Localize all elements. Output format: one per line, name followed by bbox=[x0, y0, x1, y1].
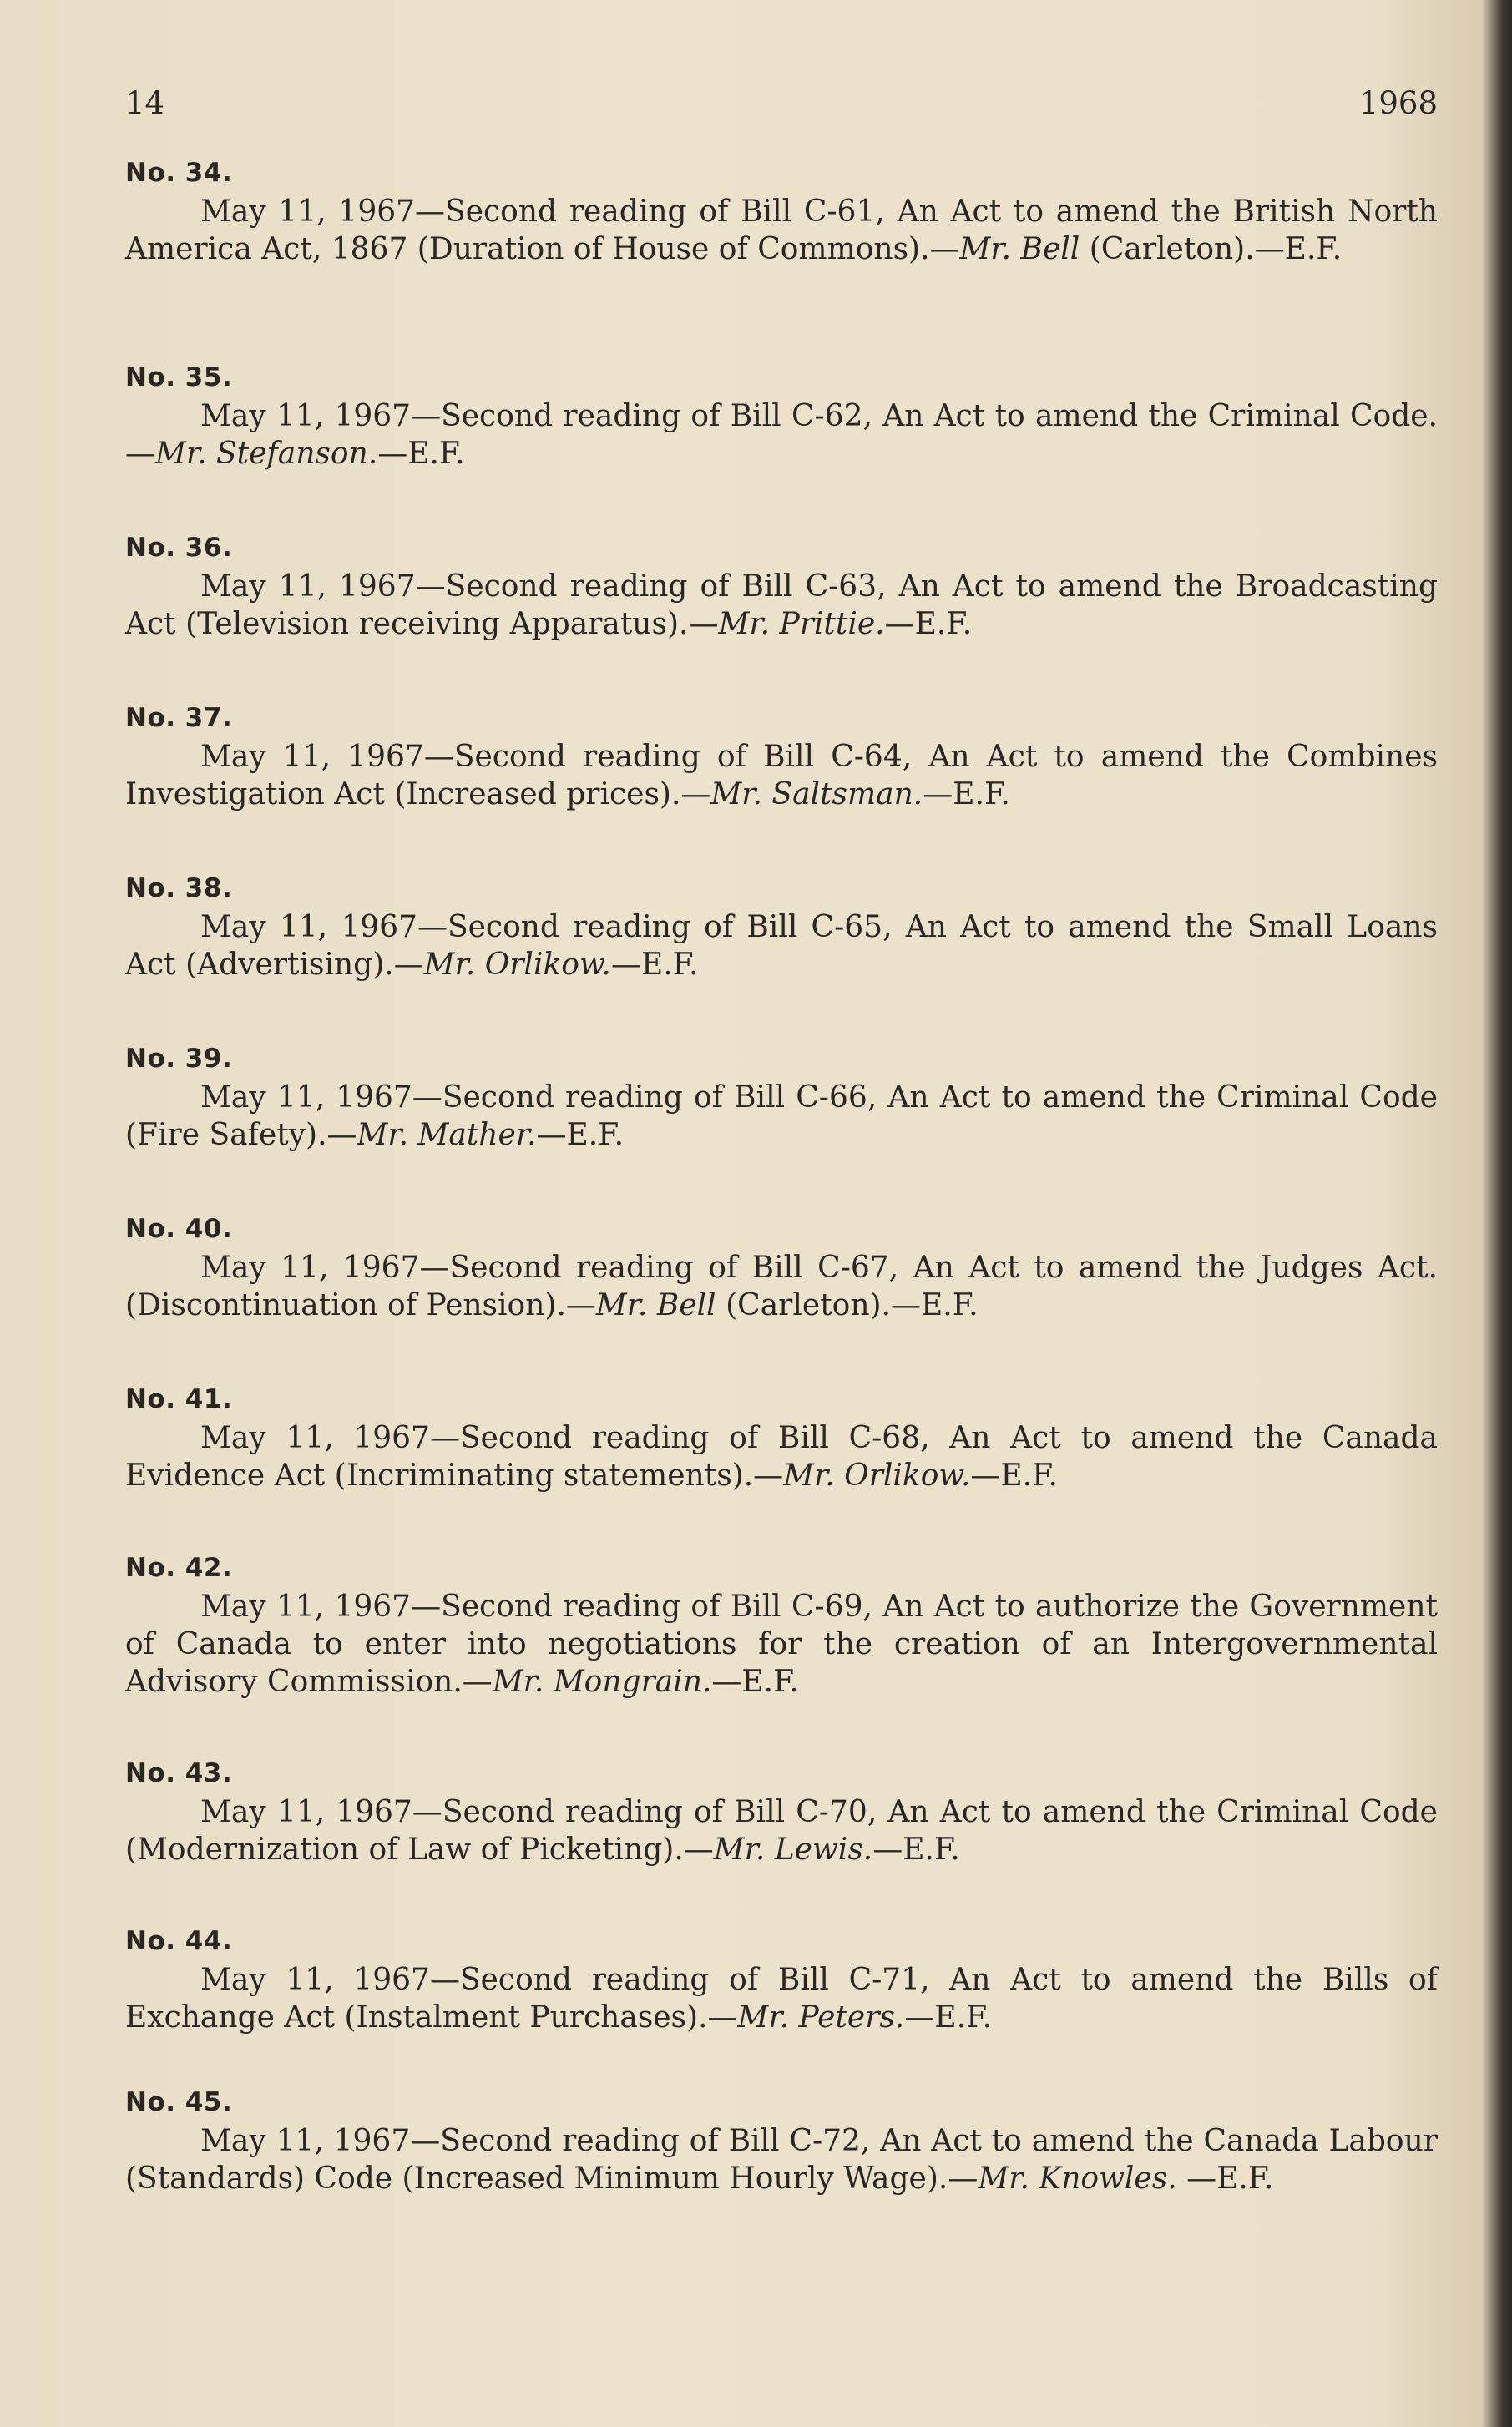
entry-44 bbox=[125, 1923, 1438, 2036]
entry-number: No. 34. bbox=[125, 158, 233, 188]
entry-member: Mr. Bell bbox=[595, 1288, 716, 1322]
entry-text-main: May 11, 1967—Second reading of Bill C-69, An Act to authorize the Government of Canada to enter into negotiations for the creation of an Intergovernmental Advisory Commission.— bbox=[125, 1590, 1438, 1699]
entry-text-end: —E.F. bbox=[872, 1833, 960, 1867]
entry-text bbox=[125, 1588, 1438, 1701]
entry-number: No. 35. bbox=[125, 362, 233, 392]
entry-member: Mr. Prittie. bbox=[718, 607, 885, 641]
entry-text bbox=[125, 568, 1438, 643]
entry-text bbox=[125, 1419, 1438, 1494]
entry-40 bbox=[125, 1211, 1438, 1324]
entry-text-main: May 11, 1967—Second reading of Bill C-71, An Act to amend the Bills of Exchange Act (Instalment Purchases).— bbox=[125, 1963, 1438, 2035]
entry-text-end: —E.F. bbox=[536, 1118, 625, 1152]
entry-number: No. 45. bbox=[125, 2087, 233, 2117]
entry-member: Mr. Mather. bbox=[357, 1118, 537, 1152]
entry-member: Mr. Orlikow. bbox=[423, 948, 611, 982]
entry-text-main: May 11, 1967—Second reading of Bill C-64, An Act to amend the Combines Investigation Act (Increased prices).— bbox=[125, 740, 1438, 812]
entry-text-end: —E.F. bbox=[377, 437, 465, 471]
entry-number: No. 37. bbox=[125, 703, 233, 733]
entry-number: No. 36. bbox=[125, 533, 233, 563]
entry-41 bbox=[125, 1381, 1438, 1494]
entry-number: No. 42. bbox=[125, 1553, 233, 1583]
entry-42 bbox=[125, 1550, 1438, 1701]
entry-text-main: May 11, 1967—Second reading of Bill C-68, An Act to amend the Canada Evidence Act (Incriminating statements).— bbox=[125, 1421, 1438, 1493]
entry-member: Mr. Knowles. bbox=[978, 2162, 1177, 2196]
entry-text-main: May 11, 1967—Second reading of Bill C-67, An Act to amend the Judges Act. (Discontinuation of Pension).— bbox=[125, 1251, 1438, 1322]
entry-number: No. 38. bbox=[125, 873, 233, 903]
entry-text-main: May 11, 1967—Second reading of Bill C-66, An Act to amend the Criminal Code (Fire Safety).— bbox=[125, 1080, 1438, 1152]
entry-text-main: May 11, 1967—Second reading of Bill C-70, An Act to amend the Criminal Code (Modernization of Law of Picketing).— bbox=[125, 1795, 1438, 1867]
entry-number: No. 39. bbox=[125, 1044, 233, 1074]
entry-35 bbox=[125, 359, 1438, 473]
entry-member: Mr. Bell bbox=[959, 232, 1080, 266]
entry-member: Mr. Lewis. bbox=[713, 1833, 873, 1867]
entry-member: Mr. Mongrain. bbox=[492, 1665, 712, 1699]
entry-text bbox=[125, 193, 1438, 268]
entry-43 bbox=[125, 1755, 1438, 1868]
entry-34 bbox=[125, 154, 1438, 268]
entry-number: No. 40. bbox=[125, 1214, 233, 1244]
entry-text-main: May 11, 1967—Second reading of Bill C-72, An Act to amend the Canada Labour (Standards) Code (Increased Minimum Hourly Wage).— bbox=[125, 2124, 1438, 2196]
entry-member: Mr. Saltsman. bbox=[710, 777, 923, 812]
entry-text-end: —E.F. bbox=[923, 777, 1010, 812]
entry-text-end: —E.F. bbox=[970, 1459, 1058, 1493]
entry-text-end: —E.F. bbox=[884, 607, 973, 641]
entry-text-main: May 11, 1967—Second reading of Bill C-65, An Act to amend the Small Loans Act (Advertising).— bbox=[125, 910, 1438, 982]
entry-text-end: (Carleton).—E.F. bbox=[1080, 232, 1343, 266]
entry-number: No. 44. bbox=[125, 1926, 233, 1956]
entry-39 bbox=[125, 1040, 1438, 1154]
entry-text bbox=[125, 1249, 1438, 1324]
entry-text bbox=[125, 1961, 1438, 2036]
entry-text bbox=[125, 1793, 1438, 1868]
entry-text-end: —E.F. bbox=[1176, 2162, 1274, 2196]
entry-member: Mr. Stefanson. bbox=[155, 437, 378, 471]
entry-text-end: —E.F. bbox=[711, 1665, 799, 1699]
entry-text-main: May 11, 1967—Second reading of Bill C-62, An Act to amend the Criminal Code.— bbox=[125, 399, 1438, 471]
entry-text bbox=[125, 397, 1438, 473]
entry-45 bbox=[125, 2084, 1438, 2197]
entry-text-main: May 11, 1967—Second reading of Bill C-61, An Act to amend the British North America Act, 1867 (Duration of House of Commons).— bbox=[125, 195, 1438, 266]
entry-number: No. 43. bbox=[125, 1758, 233, 1788]
entry-text-main: May 11, 1967—Second reading of Bill C-63, An Act to amend the Broadcasting Act (Television receiving Apparatus).— bbox=[125, 569, 1438, 641]
entry-member: Mr. Orlikow. bbox=[783, 1459, 971, 1493]
entry-number: No. 41. bbox=[125, 1384, 233, 1414]
entry-text bbox=[125, 908, 1438, 983]
entry-text-end: (Carleton).—E.F. bbox=[716, 1288, 979, 1322]
entry-text bbox=[125, 2122, 1438, 2197]
entry-member: Mr. Peters. bbox=[737, 2000, 905, 2035]
page-number: 14 bbox=[125, 85, 165, 121]
entry-text bbox=[125, 1079, 1438, 1154]
entry-36 bbox=[125, 529, 1438, 643]
entry-text-end: —E.F. bbox=[904, 2000, 992, 2035]
entry-text-end: —E.F. bbox=[610, 948, 699, 982]
page-year: 1968 bbox=[1358, 85, 1438, 121]
entry-text bbox=[125, 738, 1438, 813]
entry-37 bbox=[125, 700, 1438, 813]
entry-38 bbox=[125, 870, 1438, 983]
